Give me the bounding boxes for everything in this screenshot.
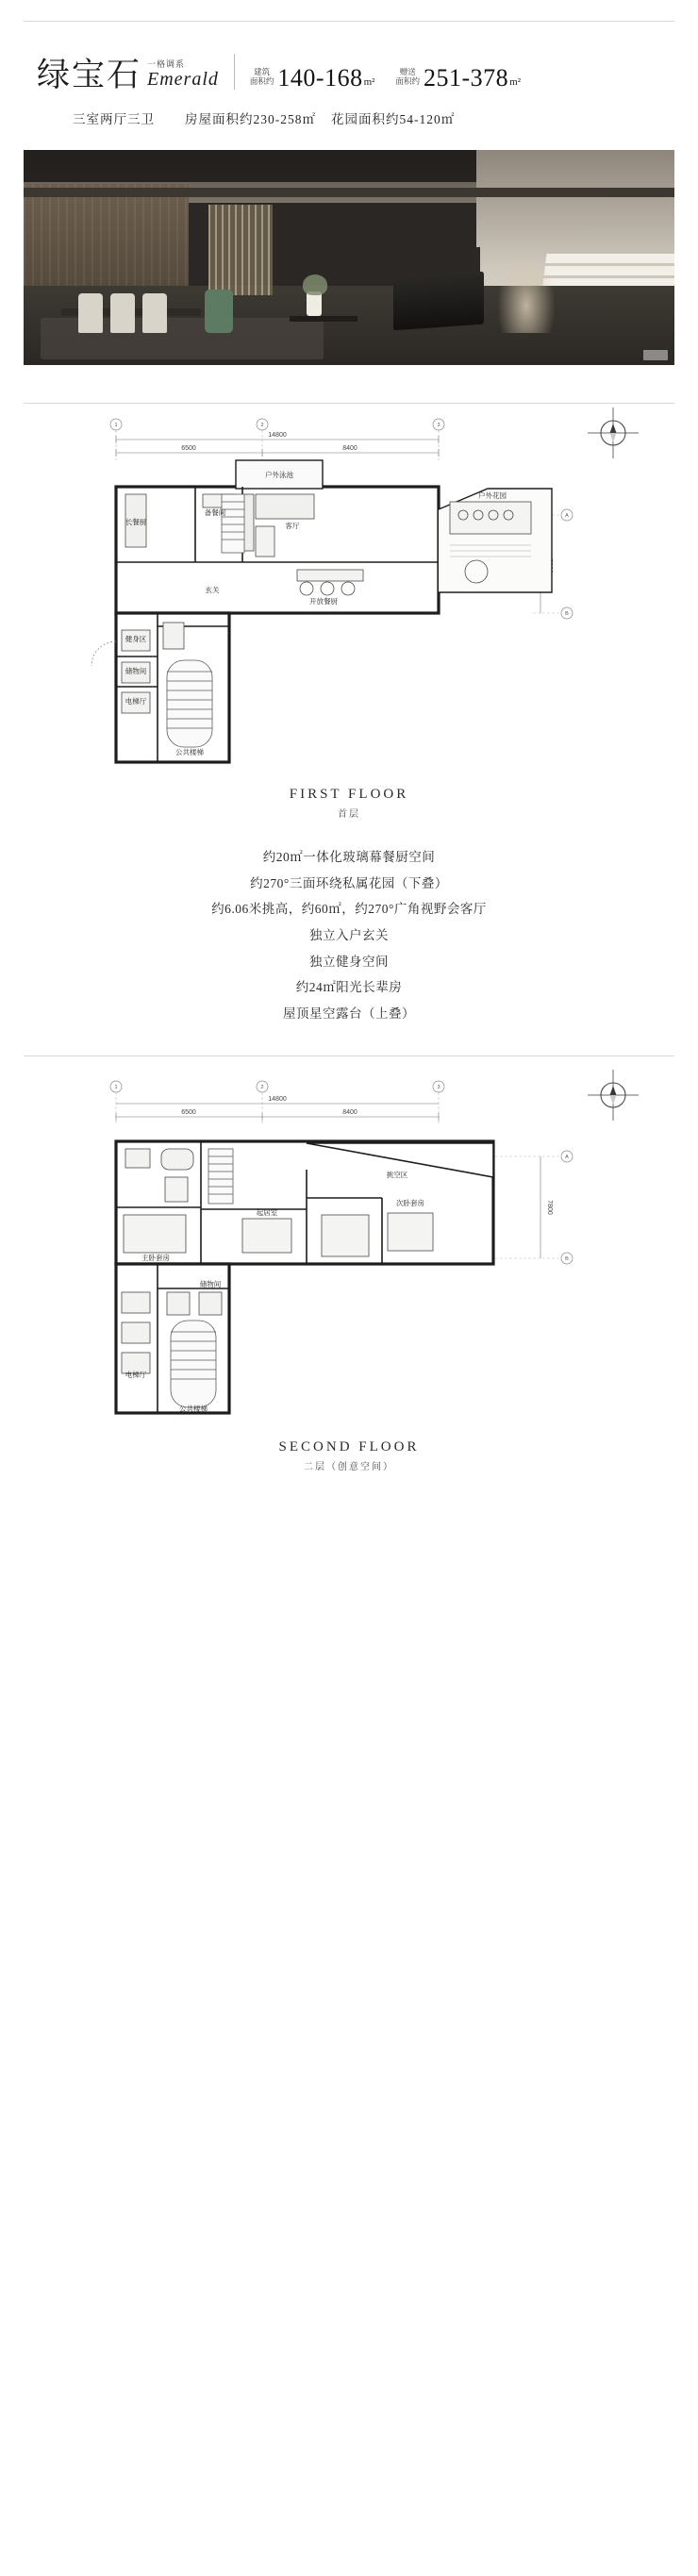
bonus-area [395, 66, 521, 91]
area-group [250, 66, 521, 91]
svg-text:电梯厅: 电梯厅 [125, 1370, 147, 1379]
svg-text:B: B [565, 1255, 569, 1262]
header [24, 22, 674, 127]
brand-tagline: 一格调系 [147, 59, 186, 70]
first-floor-caption [24, 787, 674, 820]
bonus-area-label: 赠送 面积约 [395, 67, 420, 87]
svg-text:A: A [565, 1154, 569, 1160]
photo-pampas-grass [493, 242, 559, 333]
bonus-area-unit: m² [509, 76, 521, 88]
photo-ceiling-beam [24, 188, 674, 197]
svg-text:挑空区: 挑空区 [386, 1170, 408, 1179]
built-area [250, 66, 375, 91]
feature-item: 约24㎡阳光长辈房 [295, 980, 403, 995]
built-area-value: 140-168 [277, 64, 363, 91]
second-floor-caption [24, 1439, 674, 1472]
house-area-text: 房屋面积约230-258㎡ [185, 112, 316, 126]
svg-text:主卧套房: 主卧套房 [141, 1253, 170, 1262]
feature-item: 约20㎡一体化玻璃幕餐厨空间 [262, 850, 436, 864]
title-row [24, 54, 674, 91]
svg-text:公共楼梯: 公共楼梯 [179, 1404, 208, 1413]
svg-text:储物间: 储物间 [199, 1279, 222, 1288]
svg-text:客厅: 客厅 [285, 522, 300, 530]
feature-item: 屋顶星空露台（上叠） [283, 1006, 415, 1022]
brand-sub [147, 60, 219, 91]
svg-text:8400: 8400 [342, 445, 357, 452]
second-floor-plan [24, 1056, 674, 1472]
svg-text:次卧套房: 次卧套房 [396, 1198, 424, 1207]
svg-text:3: 3 [437, 1084, 440, 1090]
axis-markers-right [495, 1151, 573, 1264]
feature-item: 约270°三面环绕私属花园（下叠） [250, 875, 448, 890]
photo-plant [303, 274, 327, 295]
svg-text:户外花园: 户外花园 [478, 491, 507, 500]
interior-photo [24, 150, 674, 365]
svg-text:长餐厨: 长餐厨 [125, 518, 147, 526]
feature-item: 独立入户玄关 [309, 928, 389, 943]
svg-text:2: 2 [260, 1084, 264, 1090]
svg-text:户外泳池: 户外泳池 [265, 471, 293, 479]
feature-list [0, 820, 698, 1055]
photo-accent-chair [205, 290, 233, 333]
svg-text:3: 3 [437, 423, 440, 428]
svg-text:14800: 14800 [268, 1095, 287, 1103]
svg-text:玄关: 玄关 [205, 586, 220, 594]
compass-icon [588, 1070, 639, 1121]
svg-text:14800: 14800 [268, 432, 287, 439]
svg-text:1: 1 [114, 1084, 118, 1090]
photo-chair [78, 293, 103, 333]
subtitle-row [24, 108, 674, 127]
svg-text:备餐间: 备餐间 [204, 508, 226, 517]
photo-wall-slats [24, 184, 189, 297]
first-floor-caption-cn: 首层 [338, 809, 360, 820]
built-area-label: 建筑 面积约 [249, 67, 274, 87]
brand-name-en: Emerald [147, 69, 219, 90]
svg-text:6500: 6500 [181, 1108, 196, 1116]
photo-watermark [643, 350, 668, 360]
first-floor-plan [24, 404, 674, 820]
feature-item: 独立健身空间 [309, 954, 389, 969]
first-floor-caption-en: FIRST FLOOR [289, 787, 409, 802]
svg-text:电梯厅: 电梯厅 [125, 697, 147, 706]
photo-chair [142, 293, 167, 333]
svg-text:公共楼梯: 公共楼梯 [175, 748, 204, 756]
feature-item: 约6.06米挑高，约60㎡，约270°广角视野会客厅 [211, 902, 487, 917]
svg-text:6500: 6500 [181, 445, 196, 452]
compass-icon [588, 407, 639, 458]
brand-name-cn: 绿宝石 [37, 57, 142, 93]
built-area-unit: m² [363, 76, 375, 88]
title-divider [234, 54, 235, 90]
axis-markers-top [110, 1081, 444, 1124]
photo-partition-screen [208, 205, 273, 295]
photo-treadmill [393, 272, 484, 331]
svg-text:1: 1 [114, 423, 118, 428]
layout-text: 三室两厅三卫 [73, 112, 155, 126]
first-floor-svg [24, 404, 674, 781]
svg-text:B: B [565, 611, 569, 617]
dimension-lines-top [116, 432, 439, 457]
photo-chair [110, 293, 135, 333]
svg-text:储物间: 储物间 [125, 667, 147, 675]
svg-text:A: A [565, 513, 569, 519]
svg-text:2: 2 [260, 423, 264, 428]
svg-text:7800: 7800 [546, 1199, 553, 1215]
second-floor-svg [24, 1056, 674, 1434]
dimension-lines-top [116, 1096, 439, 1121]
svg-text:8400: 8400 [342, 1108, 357, 1116]
second-floor-caption-en: SECOND FLOOR [278, 1438, 420, 1454]
brochure-page [0, 21, 698, 1495]
photo-console [290, 316, 357, 322]
svg-text:开放餐厨: 开放餐厨 [309, 597, 338, 606]
second-floor-caption-cn: 二层（创意空间） [304, 1461, 394, 1472]
garden-area-text: 花园面积约54-120㎡ [331, 112, 456, 126]
svg-text:健身区: 健身区 [125, 635, 147, 643]
svg-text:起居室: 起居室 [256, 1207, 278, 1217]
bonus-area-value: 251-378 [423, 64, 509, 91]
